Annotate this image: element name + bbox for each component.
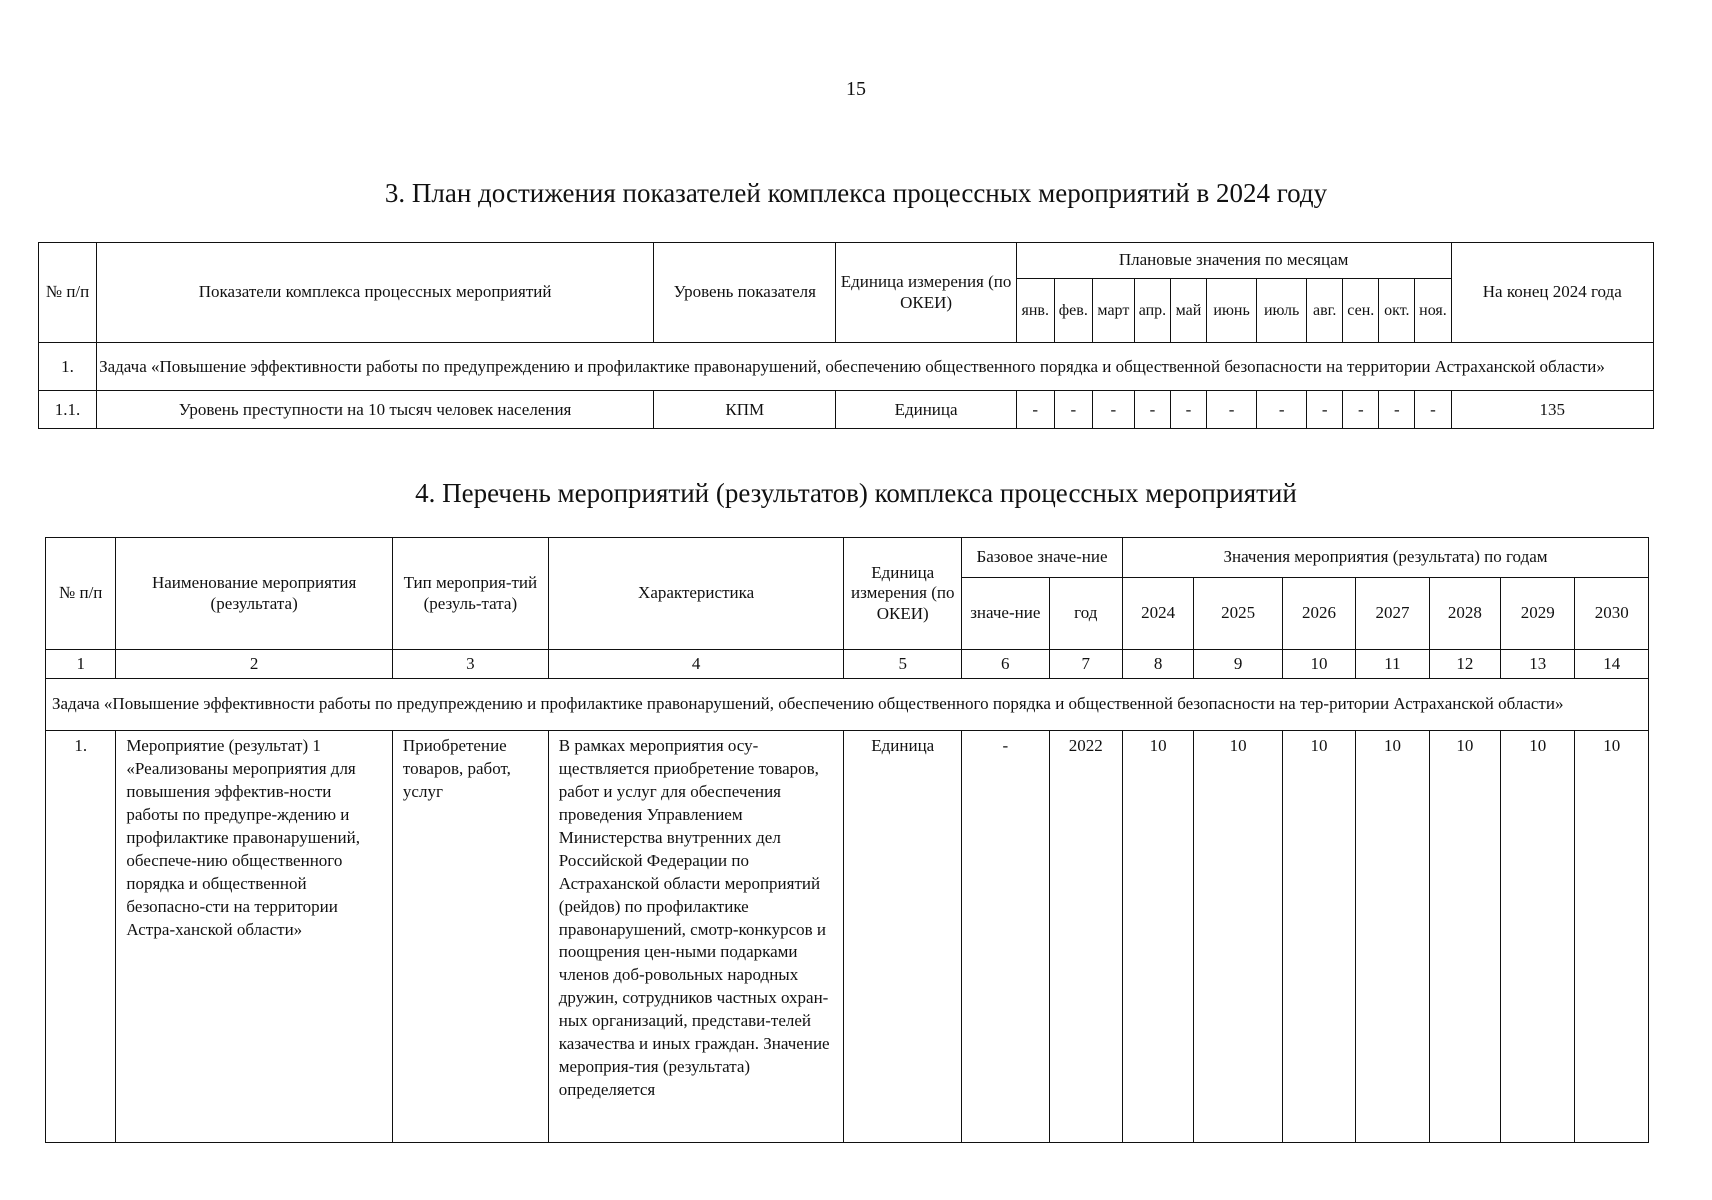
month-header: янв. [1016,279,1054,343]
task-row [39,343,1654,391]
column-number: 12 [1429,650,1500,679]
table-row [39,391,1654,429]
col-indicator-header: Показатели комплекса процессных мероприятий [97,243,654,343]
month-value: - [1016,391,1054,429]
month-header: июль [1257,279,1307,343]
indicators-plan-table [38,242,1654,429]
year-value: 10 [1575,731,1649,1143]
year-value: 10 [1122,731,1193,1143]
measure-characteristic: В рамках мероприятия осу-ществляется приобретение товаров, работ и услуг для обеспечения проведения Управлением Министерства внутренних дел Российской Федерации по Астраханской области мероприятий (рейдов) по профилактике правонарушений, смотр-конкурсов и поощрения цен-ными подарками членов доб-ровольных народных дружин, сотрудников частных охран-ных организаций, представи-телей казачества и иных граждан. Значение мероприя-тия (результата) определяется [548,731,844,1143]
column-number: 4 [548,650,844,679]
by-years-header: Значения мероприятия (результата) по годам [1122,538,1648,578]
year-header: 2027 [1356,578,1429,650]
col-unit-header: Единица измерения (по ОКЕИ) [836,243,1016,343]
row-number: 1. [46,731,116,1143]
column-number: 1 [46,650,116,679]
col-base-header: Базовое значе-ние [962,538,1123,578]
year-value: 10 [1429,731,1500,1143]
month-value: - [1257,391,1307,429]
table-row [46,731,1649,1143]
col-characteristic-header: Характеристика [548,538,844,650]
measure-type: Приобретение товаров, работ, услуг [392,731,548,1143]
month-value: - [1207,391,1257,429]
column-number: 13 [1501,650,1575,679]
month-value: - [1170,391,1206,429]
task-row [46,679,1649,731]
row-number: 1.1. [39,391,97,429]
base-year-header: год [1049,578,1122,650]
column-numbers-row [46,650,1649,679]
year-value: 10 [1194,731,1282,1143]
month-header: окт. [1379,279,1415,343]
month-value: - [1054,391,1092,429]
page-number: 15 [846,78,866,100]
year-header: 2028 [1429,578,1500,650]
column-number: 8 [1122,650,1193,679]
column-number: 3 [392,650,548,679]
month-header: фев. [1054,279,1092,343]
end-of-year-value: 135 [1451,391,1653,429]
month-header: май [1170,279,1206,343]
column-number: 10 [1282,650,1355,679]
column-number: 14 [1575,650,1649,679]
column-number: 5 [844,650,962,679]
monthly-values-header: Плановые значения по месяцам [1016,243,1451,279]
month-value: - [1092,391,1134,429]
col-type-header: Тип мероприя-тий (резуль-тата) [392,538,548,650]
col-end-of-year-header: На конец 2024 года [1451,243,1653,343]
measure-name: Мероприятие (результат) 1 «Реализованы мероприятия для повышения эффектив-ности работы по предупре-ждению и профилактике правонарушений, обеспече-нию общественного порядка и общественной безопасно-сти на территории Астра-ханской области» [116,731,393,1143]
section3-title: 3. План достижения показателей комплекса процессных мероприятий в 2024 году [384,178,1328,208]
year-header: 2030 [1575,578,1649,650]
month-value: - [1343,391,1379,429]
col-name-header: Наименование мероприятия (результата) [116,538,393,650]
column-number: 11 [1356,650,1429,679]
col-num-header: № п/п [46,538,116,650]
task-text: Задача «Повышение эффективности работы по предупреждению и профилактике правонарушений, обеспечению общественного порядка и общественной безопасности на территории Астраханской области» [97,343,1654,391]
month-header: ноя. [1415,279,1451,343]
measures-list-table [45,537,1649,1143]
year-header: 2024 [1122,578,1193,650]
year-value: 10 [1282,731,1355,1143]
year-header: 2029 [1501,578,1575,650]
year-value: 10 [1356,731,1429,1143]
indicator-unit: Единица [836,391,1016,429]
month-value: - [1307,391,1343,429]
month-value: - [1415,391,1451,429]
month-header: сен. [1343,279,1379,343]
year-header: 2026 [1282,578,1355,650]
column-number: 9 [1194,650,1282,679]
month-header: авг. [1307,279,1343,343]
column-number: 7 [1049,650,1122,679]
column-number: 6 [962,650,1049,679]
task-number: 1. [39,343,97,391]
month-value: - [1134,391,1170,429]
month-value: - [1379,391,1415,429]
month-header: апр. [1134,279,1170,343]
task-text: Задача «Повышение эффективности работы по предупреждению и профилактике правонарушений, обеспечению общественного порядка и общественной безопасности на тер-ритории Астраханской области» [46,679,1649,731]
base-value-header: значе-ние [962,578,1049,650]
month-header: июнь [1207,279,1257,343]
year-value: 10 [1501,731,1575,1143]
year-header: 2025 [1194,578,1282,650]
section4-title: 4. Перечень мероприятий (результатов) комплекса процессных мероприятий [415,478,1297,508]
indicator-name: Уровень преступности на 10 тысяч человек населения [97,391,654,429]
column-number: 2 [116,650,393,679]
measure-unit: Единица [844,731,962,1143]
base-value: - [962,731,1049,1143]
col-unit-header: Единица измерения (по ОКЕИ) [844,538,962,650]
col-num-header: № п/п [39,243,97,343]
col-level-header: Уровень показателя [654,243,836,343]
month-header: март [1092,279,1134,343]
base-year: 2022 [1049,731,1122,1143]
indicator-level: КПМ [654,391,836,429]
